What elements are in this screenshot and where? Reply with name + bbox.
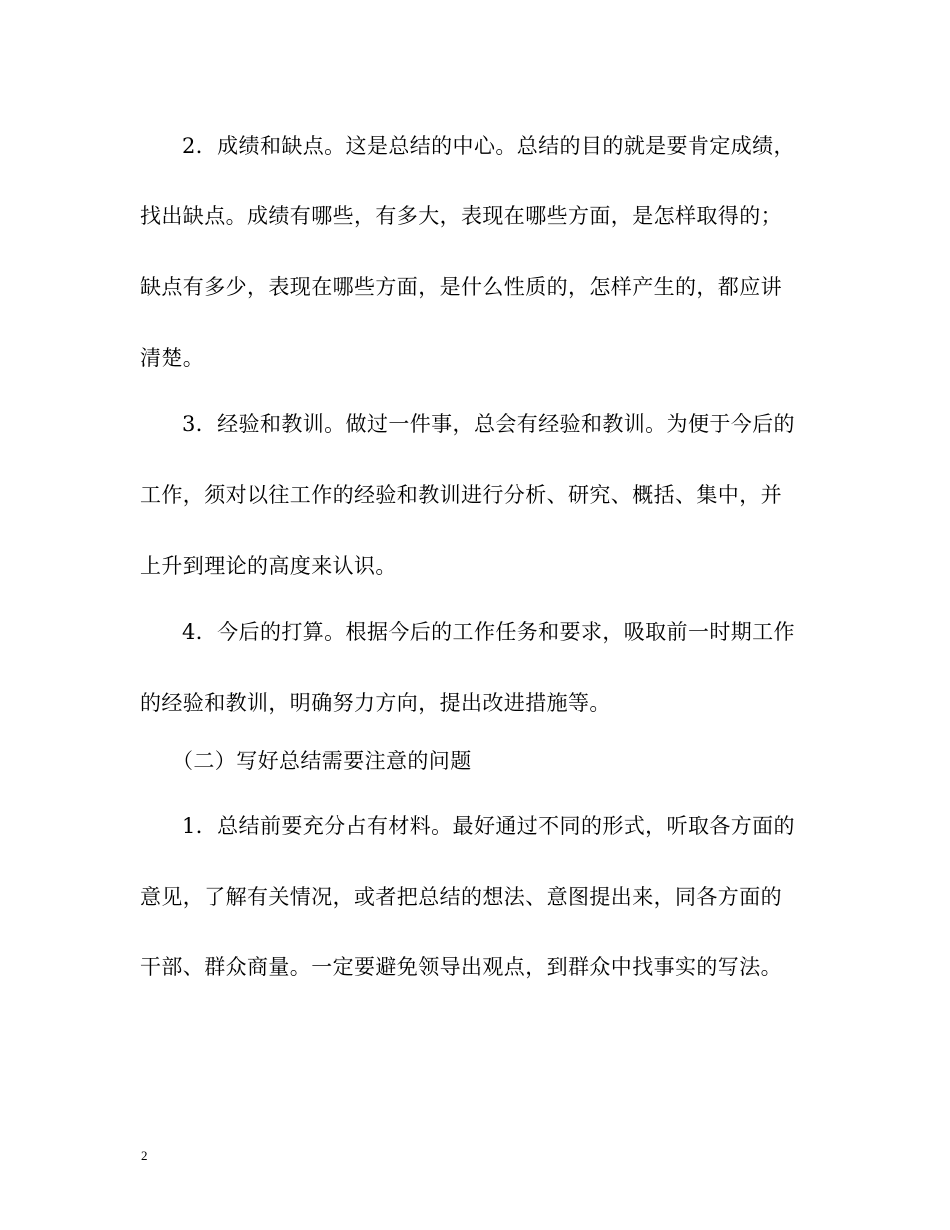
paragraph-3-line-1: 3．经验和教训。做过一件事，总会有经验和教训。为便于今后的 bbox=[182, 412, 795, 436]
paragraph-4-line-1: 4．今后的打算。根据今后的工作任务和要求，吸取前一时期工作 bbox=[182, 620, 795, 644]
paragraph-5-line-2: 意见，了解有关情况，或者把总结的想法、意图提出来，同各方面的 bbox=[140, 885, 782, 909]
paragraph-3-line-2: 工作，须对以往工作的经验和教训进行分析、研究、概括、集中，并 bbox=[140, 483, 782, 507]
paragraph-3-line-3: 上升到理论的高度来认识。 bbox=[140, 554, 397, 578]
paragraph-2-line-4: 清楚。 bbox=[140, 346, 205, 370]
paragraph-5-line-1: 1．总结前要充分占有材料。最好通过不同的形式，听取各方面的 bbox=[182, 814, 795, 838]
paragraph-5-line-3: 干部、群众商量。一定要避免领导出观点，到群众中找事实的写法。 bbox=[140, 955, 782, 979]
paragraph-2-line-3: 缺点有多少，表现在哪些方面，是什么性质的，怎样产生的，都应讲 bbox=[140, 275, 782, 299]
paragraph-4-line-2: 的经验和教训，明确努力方向，提出改进措施等。 bbox=[140, 691, 611, 715]
paragraph-2-line-1: 2．成绩和缺点。这是总结的中心。总结的目的就是要肯定成绩， bbox=[182, 134, 795, 158]
paragraph-2-line-2: 找出缺点。成绩有哪些，有多大，表现在哪些方面，是怎样取得的； bbox=[140, 204, 782, 228]
page-number: 2 bbox=[141, 1148, 148, 1163]
section-heading: （二）写好总结需要注意的问题 bbox=[172, 749, 472, 773]
